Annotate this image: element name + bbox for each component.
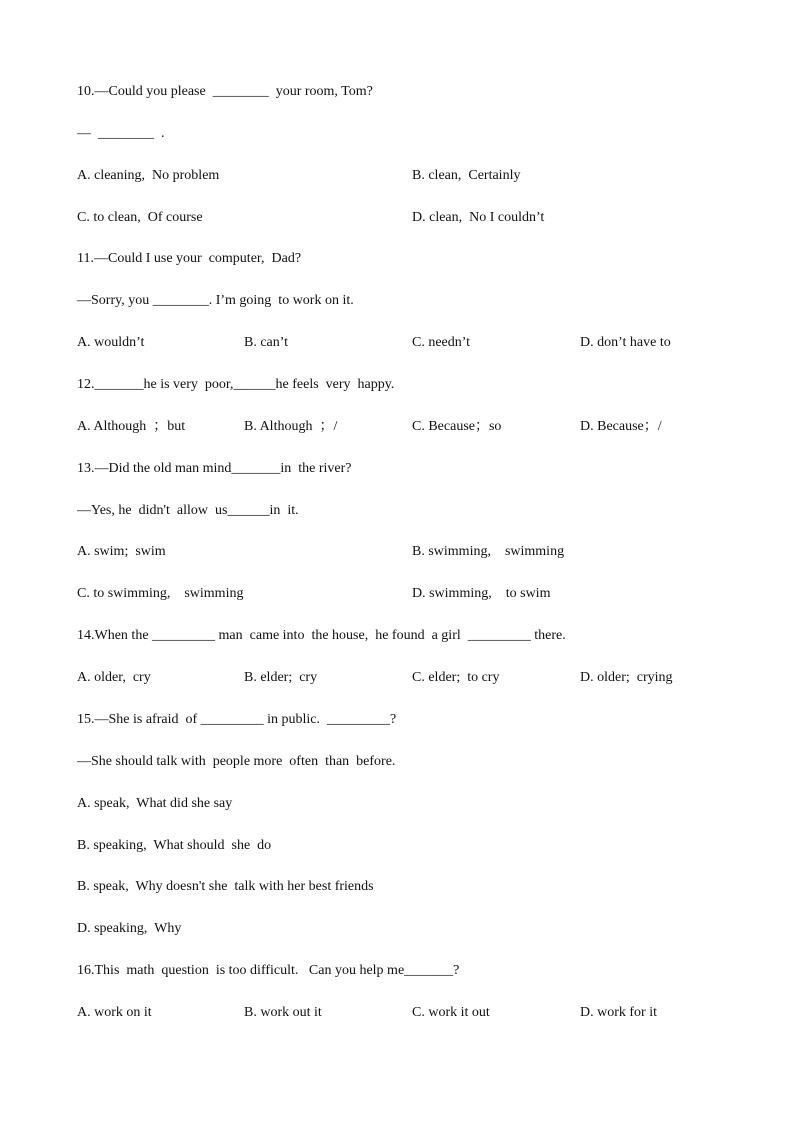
question-14-option-b: B. elder; cry <box>244 670 318 685</box>
question-12-option-b: B. Although ；/ <box>244 419 338 434</box>
question-15-stem: 15.—She is afraid of _________ in public. _________? <box>77 712 397 727</box>
question-16-option-c: C. work it out <box>412 1005 490 1020</box>
question-13-option-d: D. swimming, to swim <box>412 586 551 601</box>
question-10-reply: — ________ . <box>77 126 165 141</box>
question-16-stem: 16.This math question is too difficult. Can you help me_______? <box>77 963 460 978</box>
question-13-stem: 13.—Did the old man mind_______in the river? <box>77 461 352 476</box>
question-10-option-b: B. clean, Certainly <box>412 168 521 183</box>
question-14-option-a: A. older, cry <box>77 670 151 685</box>
question-10-stem: 10.—Could you please ________ your room, Tom? <box>77 84 373 99</box>
question-13-option-a: A. swim; swim <box>77 544 166 559</box>
question-16-option-a: A. work on it <box>77 1005 152 1020</box>
question-11-stem: 11.—Could I use your computer, Dad? <box>77 251 302 266</box>
question-10-option-c: C. to clean, Of course <box>77 210 203 225</box>
question-15-option-a: A. speak, What did she say <box>77 796 233 811</box>
question-14-option-c: C. elder; to cry <box>412 670 500 685</box>
question-12-option-a: A. Although ；but <box>77 419 186 434</box>
question-11-option-b: B. can’t <box>244 335 289 350</box>
question-15-option-b: B. speaking, What should she do <box>77 838 272 853</box>
question-12-option-c: C. Because；so <box>412 419 502 434</box>
question-14-stem: 14.When the _________ man came into the house, he found a girl _________ there. <box>77 628 566 643</box>
question-12-option-d: D. Because；/ <box>580 419 662 434</box>
question-13-option-b: B. swimming, swimming <box>412 544 565 559</box>
question-11-option-d: D. don’t have to <box>580 335 671 350</box>
question-16-option-b: B. work out it <box>244 1005 322 1020</box>
question-14-option-d: D. older; crying <box>580 670 673 685</box>
question-13-option-c: C. to swimming, swimming <box>77 586 244 601</box>
question-15-option-d: D. speaking, Why <box>77 921 182 936</box>
question-12-stem: 12._______he is very poor,______he feels very happy. <box>77 377 395 392</box>
question-11-option-a: A. wouldn’t <box>77 335 145 350</box>
question-11-option-c: C. needn’t <box>412 335 471 350</box>
question-10-option-a: A. cleaning, No problem <box>77 168 220 183</box>
question-11-reply: —Sorry, you ________. I’m going to work on it. <box>77 293 354 308</box>
question-15-option-c: B. speak, Why doesn't she talk with her best friends <box>77 879 374 894</box>
question-13-reply: —Yes, he didn't allow us______in it. <box>77 503 299 518</box>
question-15-reply: —She should talk with people more often than before. <box>77 754 396 769</box>
question-16-option-d: D. work for it <box>580 1005 657 1020</box>
question-10-option-d: D. clean, No I couldn’t <box>412 210 545 225</box>
